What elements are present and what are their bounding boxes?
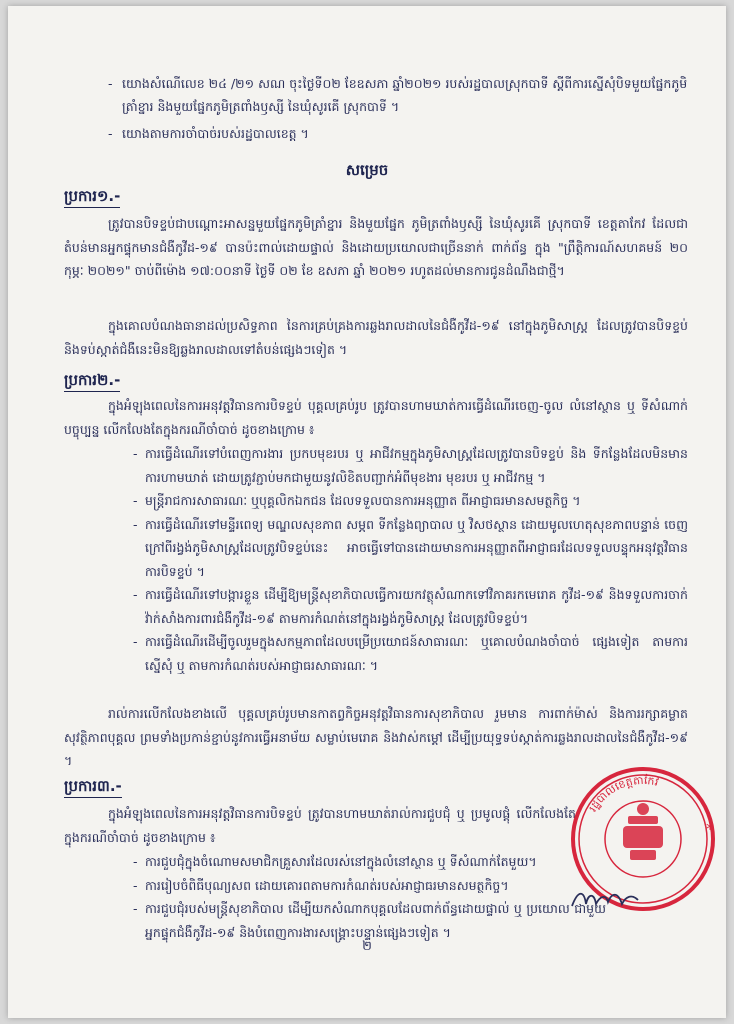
list-item: - ការធ្វើដំណើរដើម្បីចូលរួមក្នុងសកម្មភាពដែលបម្រើប្រយោជន៍សាធារណៈ ឬគោលបំណងចាំបាច់ ផ្សេងទៀត តាមការស្នើសុំ ឬ តាមការកំណត់របស់អាជ្ញាធរសាធារណៈ ។ <box>133 630 688 677</box>
preamble-text-1: យោងសំណើលេខ ២៤ /២១ សណ ចុះថ្ងៃទី០២ ខែឧសភា ឆ្នាំ២០២១ របស់រដ្ឋបាលស្រុកបាទី ស្តីពីការស្នើសុំបិទមួយផ្នែកភូមិត្រាំខ្នារ និងមួយផ្នែកភូមិត្រពាំងឫស្សី នៃឃុំសូរគើ ស្រុកបាទី ។ <box>122 76 688 114</box>
list-item: - ការរៀបចំពិធីបុណ្យសព ដោយគោរពតាមការកំណត់របស់អាជ្ញាធរមានសមត្ថកិច្ច។ <box>133 874 606 898</box>
article-3-heading: ប្រការ៣.- <box>64 776 122 798</box>
paragraph-text: ក្នុងអំឡុងពេលនៃការអនុវត្តវិធានការបិទខ្ទប់ បុគ្គលគ្រប់រូប ត្រូវបានហាមឃាត់ការធ្វើដំណើរចេញ-ចូល លំនៅស្ថាន ឬ ទីសំណាក់បច្ចុប្បន្ន លើកលែងតែក្នុងករណីចាំបាច់ ដូចខាងក្រោម ៖ <box>64 398 688 437</box>
preamble-text-2: យោងតាមការចាំបាច់របស់រដ្ឋបាលខេត្ត ។ <box>122 126 309 141</box>
article-3-intro <box>64 802 576 849</box>
decision-title: សម្រេច <box>345 161 389 179</box>
paragraph-text: រាល់ការលើកលែងខាងលើ បុគ្គលគ្រប់រូបមានកាតព្វកិច្ចអនុវត្តវិធានការសុខាភិបាល រួមមាន ការពាក់ម៉ាស់ និងការរក្សាគម្លាតសុវត្ថិភាពបុគ្គល ព្រមទាំងប្រកាន់ខ្ជាប់នូវការធ្វើអនាម័យ សម្លាប់មេរោគ និងវាស់កម្តៅ ដើម្បីប្រយុទ្ធទប់ស្កាត់ការឆ្លងរាលដាលនៃជំងឺកូវីដ-១៩ ។ <box>64 706 688 768</box>
list-item: - ការជួបជុំរបស់មន្ត្រីសុខាភិបាល ដើម្បីយកសំណាកបុគ្គលដែលពាក់ព័ន្ធដោយផ្ទាល់ ឬ ប្រយោល ជាមួយអ្នកផ្ទុកជំងឺកូវីដ-១៩ និងបំពេញការងារសង្គ្រោះបន្ទាន់ផ្សេងៗទៀត ។ <box>133 897 606 944</box>
article-1-paragraph-1 <box>64 212 688 283</box>
page-number: ២ <box>362 939 372 954</box>
article-1-heading: ប្រការ១.- <box>64 186 120 208</box>
article-2-intro <box>64 394 688 441</box>
article-2-heading: ប្រការ២.- <box>64 370 120 392</box>
list-item: - ការធ្វើដំណើរទៅបំពេញការងារ ប្រកបមុខរបរ ឬ អាជីវកម្មក្នុងភូមិសាស្ត្រដែលត្រូវបានបិទខ្ទប់ និង ទីកន្លែងដែលមិនមានការហាមឃាត់ ដោយត្រូវភ្ជាប់មកជាមួយនូវលិខិតបញ្ជាក់អំពីមុខងារ មុខរបរ ឬ អាជីវកម្ម ។ <box>133 442 688 489</box>
article-3-list <box>133 850 606 944</box>
list-item: - ការធ្វើដំណើរទៅបង្ការខ្លួន ដើម្បីឱ្យមន្ត្រីសុខាភិបាលធ្វើការយកវត្ថុសំណាកទៅវិភាគរកមេរោគ កូវីដ-១៩ និងទទួលការចាក់វ៉ាក់សាំងការពារជំងឺកូវីដ-១៩ តាមការកំណត់នៅក្នុងរង្វង់ភូមិសាស្ត្រ ដែលត្រូវបិទខ្ទប់។ <box>133 583 688 630</box>
document-page <box>8 6 726 1018</box>
list-item: - ការជួបជុំក្នុងចំណោមសមាជិកគ្រួសារដែលរស់នៅក្នុងលំនៅស្ថាន ឬ ទីសំណាក់តែមួយ។ <box>133 850 606 874</box>
preamble-item <box>108 122 688 145</box>
article-2-closing <box>64 702 688 773</box>
list-item: - មន្ត្រីរាជការសាធារណៈ ឬបុគ្គលិកឯកជន ដែលទទួលបានការអនុញ្ញាត ពីអាជ្ញាធរមានសមត្ថកិច្ច ។ <box>133 489 688 513</box>
preamble-item <box>108 72 688 118</box>
article-2-list <box>133 442 688 677</box>
paragraph-text: ក្នុងអំឡុងពេលនៃការអនុវត្តវិធានការបិទខ្ទប់ ត្រូវបានហាមឃាត់រាល់ការជួបជុំ ឬ ប្រមូលផ្តុំ លើកលែងតែក្នុងករណីចាំបាច់ ដូចខាងក្រោម ៖ <box>64 806 576 845</box>
signature-initials-icon <box>568 886 648 914</box>
article-1-paragraph-2 <box>64 314 688 361</box>
seal-ring-text: រដ្ឋបាលខេត្តតាកែវ <box>586 773 660 815</box>
paragraph-text: ត្រូវបានបិទខ្ទប់ជាបណ្តោះអាសន្នមួយផ្នែកភូមិត្រាំខ្នារ និងមួយផ្នែក ភូមិត្រពាំងឫស្សី នៃឃុំសូរគើ ស្រុកបាទី ខេត្តតាកែវ ដែលជាតំបន់មានអ្នកផ្ទុកមានជំងឺកូវីដ-១៩ បានប៉ះពាល់ដោយផ្ទាល់ និងដោយប្រយោលជាច្រើននាក់ ពាក់ព័ន្ធ ក្នុង "ព្រឹត្តិការណ៍សហគមន៍ ២០ កុម្ភៈ ២០២១" ចាប់ពីម៉ោង ១៧:០០នាទី ថ្ងៃទី ០២ ខែ ឧសភា ឆ្នាំ ២០២១ រហូតដល់មានការជូនដំណឹងជាថ្មី។ <box>64 216 688 278</box>
list-item: - ការធ្វើដំណើរទៅមន្ទីរពេទ្យ មណ្ឌលសុខភាព សម្ភព ទីកន្លែងព្យាបាល ឬ វិសថស្ថាន ដោយមូលហេតុសុខភាពបន្ទាន់ ចេញក្រៅពីរង្វង់ភូមិសាស្ត្រដែលត្រូវបិទខ្ទប់នេះ អាចធ្វើទៅបានដោយមានការអនុញ្ញាតពីអាជ្ញាធរដែលទទួលបន្ទុកអនុវត្តវិធានការបិទខ្ទប់ ។ <box>133 513 688 584</box>
svg-text:*: * <box>706 819 714 838</box>
paragraph-text: ក្នុងគោលបំណងធានាដល់ប្រសិទ្ធភាព នៃការគ្រប់គ្រងការឆ្លងរាលដាលនៃជំងឺកូវីដ-១៩ នៅក្នុងភូមិសាស្ត្រ ដែលត្រូវបានបិទខ្ទប់ និងទប់ស្កាត់ជំងឺនេះមិនឱ្យឆ្លងរាលដាលទៅតំបន់ផ្សេងៗទៀត ។ <box>64 318 688 357</box>
